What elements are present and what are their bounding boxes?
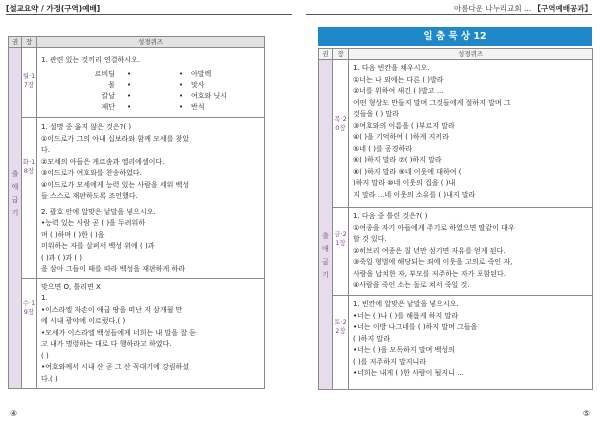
- right-page-header: [454, 3, 592, 14]
- day-label-tuesday: 화·18장: [22, 118, 37, 279]
- quiz-tuesday: [37, 118, 265, 279]
- quiz-thursday: [349, 60, 593, 208]
- match-right-item: 여호와 닛시: [191, 91, 228, 100]
- section-title: 일 춤 묵 상 12: [318, 27, 592, 46]
- booklet-title: 【구역예배공과】: [533, 4, 592, 13]
- q-line: ②너를 위하여 새긴 ( )발고 ...: [353, 87, 444, 95]
- q-line: ③여호와의 이름을 ( )부르지 말라: [353, 121, 455, 130]
- match-right-item: 반석: [191, 102, 205, 111]
- book-band: [319, 60, 333, 390]
- match-right-item: 맛사: [191, 80, 205, 89]
- q-line: ②모세의 아들은 게르솜과 엘리에셀이다.: [41, 157, 165, 166]
- col-header-book: 권: [9, 37, 22, 48]
- book-label: 출애굽기: [11, 170, 19, 217]
- q-line: 1. 설명 중 옳지 않은 것은?( ): [41, 123, 132, 131]
- q-line: ③죽일 형벌에 해당되는 죄에 이웃을 고의로 죽인 자,: [353, 258, 513, 266]
- q-line: ⑤네 ( )를 공경하라: [353, 144, 412, 153]
- day-label-thursday: 목·20장: [333, 60, 349, 208]
- q-line: ②히브리 여종은 칠 년만 섬기면 자유를 얻게 된다.: [353, 246, 506, 255]
- q-line: ③이드로가 여호와를 찬송하였다.: [41, 169, 142, 177]
- church-name: 아름다운 나누리교회 ...: [454, 4, 532, 13]
- day-label-saturday: 토·22장: [333, 296, 349, 390]
- day-label-wednesday: 수·19장: [22, 278, 37, 388]
- q-line: •여호와께서 시내 산 곧 그 산 꼭대기에 강림하셨: [41, 363, 190, 371]
- day-label-friday: 금·21장: [333, 208, 349, 296]
- quiz-monday: [37, 48, 265, 118]
- q-line: 1. 다음 중 틀린 것은?( ): [353, 212, 428, 220]
- match-dot[interactable]: •: [179, 91, 184, 100]
- q-line: 어떤 형상도 만들지 말며 그것들에게 절하지 말며 그: [353, 98, 511, 107]
- q-number: 1.: [41, 56, 48, 64]
- book-band: [9, 48, 22, 389]
- q-line: ( )과 ( )과 ( ): [41, 253, 83, 262]
- right-quiz-table: [318, 48, 593, 390]
- q-text: 관련 있는 것끼리 연결하시오.: [49, 56, 140, 64]
- q-line: 고 내가 명령하는 대로 다 행하라고 하였다.: [41, 340, 172, 348]
- q-line: 지 말라 ...네 이웃의 소유를 ( )내지 말라: [353, 190, 476, 199]
- q-line: •너희는 내게 ( )한 사람이 될지니 ...: [353, 369, 464, 377]
- q-line: 미워하는 자를 살펴서 백성 위에 ( )과: [41, 242, 155, 250]
- match-dot[interactable]: •: [179, 69, 184, 78]
- q-line: ④이드로가 모세에게 능력 있는 사람을 세워 백성: [41, 180, 190, 189]
- left-page-header: [설교요약 / 가정(구역)예배]: [6, 4, 101, 13]
- right-header-rule: [306, 14, 592, 15]
- q-line: •모세가 이스라엘 백성들에게 너희는 내 말을 잘 듣: [41, 328, 196, 337]
- q-line: 맞으면 O, 틀리면 X: [41, 282, 101, 291]
- quiz-saturday: [349, 296, 593, 390]
- day-label-monday: 월·17장: [22, 48, 37, 118]
- q-line: 에 시내 광야에 이르렀다.( ): [41, 317, 126, 325]
- q-line: ( )를 저주하지 말지니라: [353, 357, 426, 366]
- quiz-friday: [349, 208, 593, 296]
- match-dot[interactable]: •: [179, 102, 184, 111]
- matching-items: [59, 67, 260, 115]
- q-line: 할 것 있다.: [353, 235, 387, 243]
- match-left-item: 르비딤: [94, 69, 115, 78]
- page-number: ⑤: [582, 409, 590, 418]
- book-label: 출애굽기: [322, 232, 329, 279]
- match-left-item: 제단: [101, 102, 115, 111]
- q-line: ( ): [41, 351, 49, 360]
- q-line: 사람을 납치한 자, 부모를 저주하는 자가 포함된다.: [353, 269, 507, 278]
- q-line: 1. 빈칸에 알맞은 낱말을 넣으시오.: [353, 300, 459, 308]
- q-line: 들 스스로 재판하도록 조언했다.: [41, 192, 138, 200]
- col-header-book: 권: [319, 49, 333, 60]
- q-line: 1. 다음 빈칸을 채우시오.: [353, 64, 430, 72]
- match-right-item: 아말렉: [191, 69, 212, 78]
- match-left-item: 몰: [108, 80, 115, 89]
- q-line: •너는 ( )나 ( )를 해롭게 하지 말라: [353, 311, 459, 320]
- page-number: ④: [10, 409, 18, 418]
- col-header-quiz: 성경퀴즈: [37, 37, 265, 48]
- match-left-item: 칼날: [101, 91, 115, 100]
- q-line: ( )하지 말라: [353, 334, 390, 343]
- q-line: 며 ( )하며 ( )한 ( )을: [41, 230, 105, 239]
- q-line: ①너는 나 외에는 다른 ( )발라: [353, 75, 444, 84]
- q-line: 2. 괄호 안에 알맞은 낱말을 넣으시오.: [41, 207, 156, 216]
- q-line: 1.: [41, 294, 48, 302]
- right-page: [300, 0, 600, 424]
- quiz-wednesday: [37, 278, 265, 388]
- match-dot[interactable]: •: [127, 69, 132, 78]
- q-line: •이스라엘 자손이 애굽 땅을 떠난 지 삼개월 만: [41, 305, 183, 314]
- q-line: ④( )을 기억하여 ( )하게 지키라: [353, 133, 449, 141]
- match-dot[interactable]: •: [127, 91, 132, 100]
- q-line: 것들을 ( ) 말라: [353, 110, 399, 118]
- q-line: •너는 이방 나그네를 ( )하지 말며 그들을: [353, 323, 478, 331]
- col-header-chapter: 장: [333, 49, 349, 60]
- q-line: 을 삼아 그들이 때를 따라 백성을 재판하게 하라: [41, 265, 186, 273]
- q-line: ⑧( )하지 말라 ⑨네 이웃에 대하여 (: [353, 167, 462, 176]
- q-line: •능력 있는 사람 곧 ( )을 두려워하: [41, 219, 146, 227]
- col-header-chapter: 장: [22, 37, 37, 48]
- q-line: ④사람을 죽인 소는 돌로 쳐서 죽일 것.: [353, 281, 470, 289]
- col-header-quiz: 성경퀴즈: [349, 49, 593, 60]
- q-line: •너는 ( )을 모독하지 말며 백성의: [353, 346, 455, 354]
- q-line: 다.: [41, 146, 50, 154]
- left-quiz-table: [8, 36, 265, 389]
- q-line: ①이드로가 그의 아내 십보라와 함께 모세를 찾았: [41, 134, 190, 143]
- left-header-rule: [6, 14, 292, 15]
- match-dot[interactable]: •: [127, 80, 132, 89]
- match-dot[interactable]: •: [179, 80, 184, 89]
- q-line: ⑥( )하지 말라 ⑦( )하지 말라: [353, 156, 442, 164]
- q-line: ①여종을 자기 아들에게 주기로 하였으면 딸같이 대우: [353, 223, 515, 232]
- q-line: 다.( ): [41, 374, 58, 383]
- q-line: )하지 말라 ⑩네 이웃의 집을 ( )내: [353, 179, 456, 187]
- match-dot[interactable]: •: [127, 102, 132, 111]
